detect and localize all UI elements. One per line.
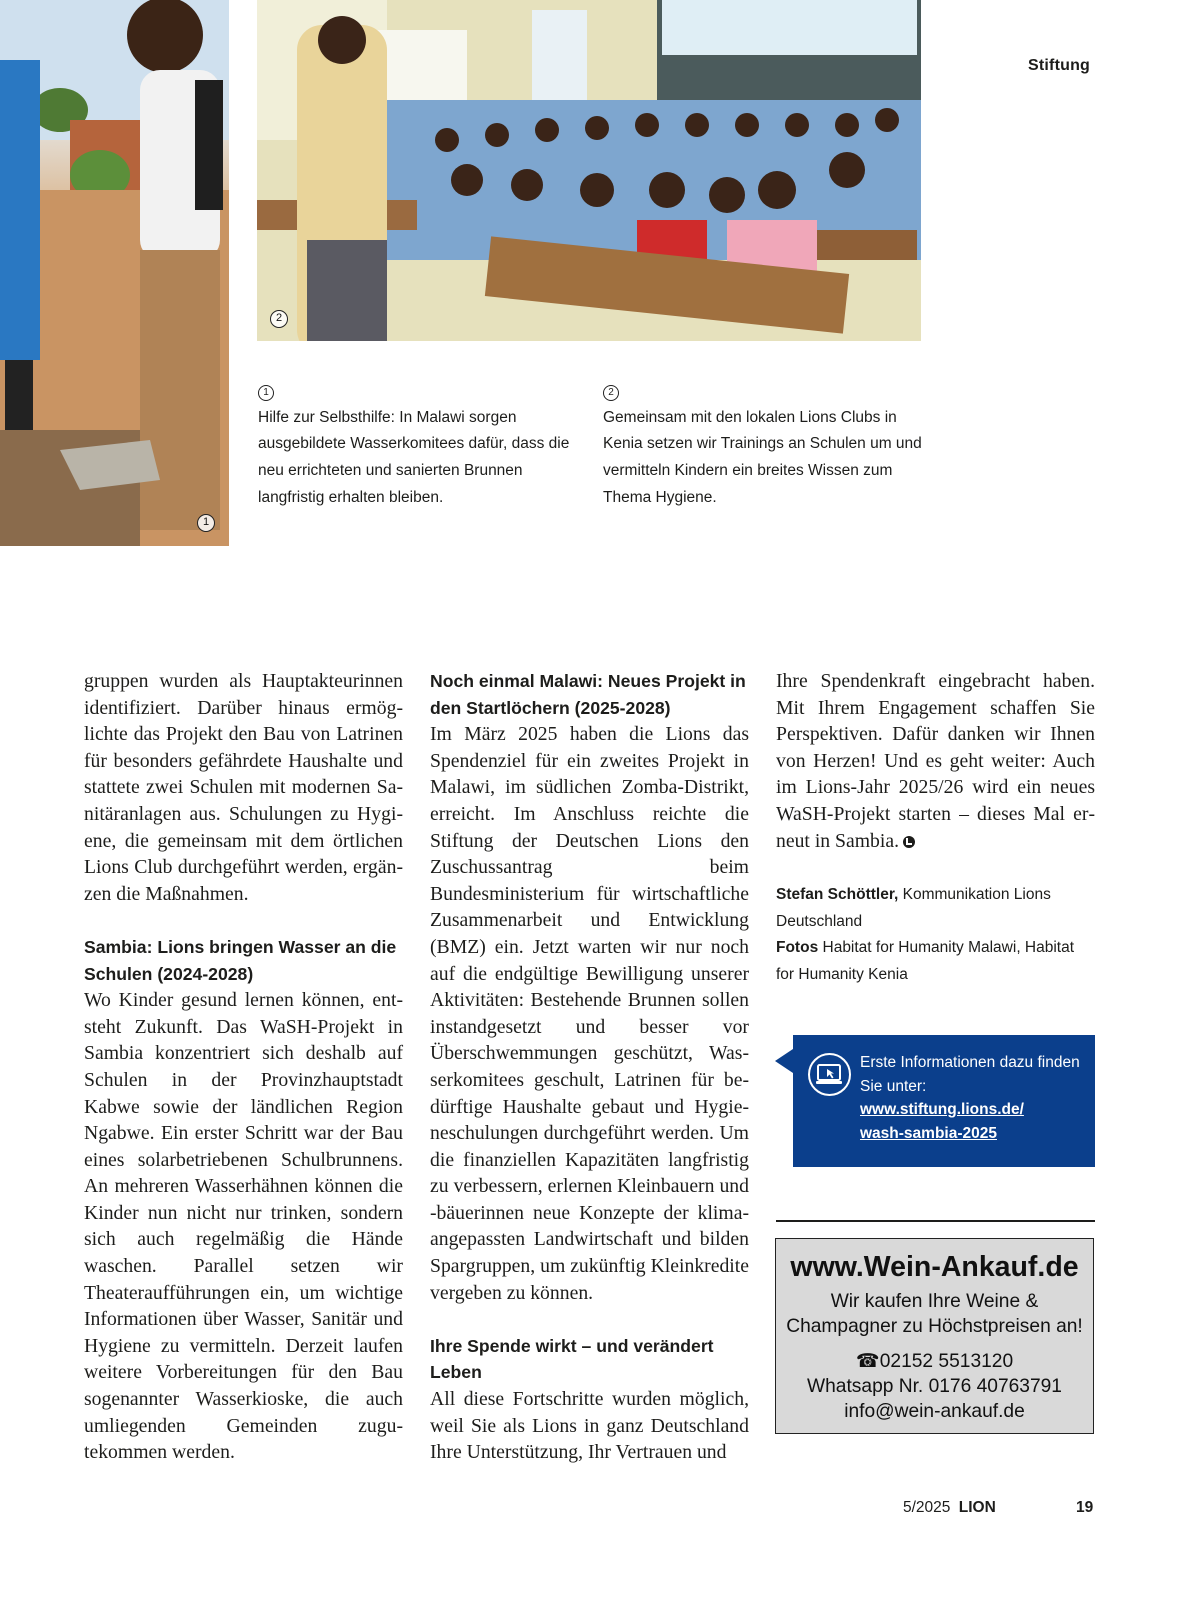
page-number: 19 — [1076, 1499, 1094, 1516]
photo-malawi-well — [0, 0, 229, 546]
info-text: Erste Informationen dazu finden Sie unter: — [860, 1054, 1080, 1095]
caption-text: Hilfe zur Selbsthilfe: In Malawi sorgen ausgebildete Wasserkomitees dafür, dass die neu errichteten und sanierten Brunnen langfristig erhalten bleiben. — [258, 408, 570, 506]
section-label: Stiftung — [1028, 57, 1091, 74]
body-paragraph — [776, 668, 1095, 854]
section-heading: Ihre Spende wirkt – und verändert Leben — [430, 1335, 714, 1383]
photo-number-badge: 1 — [197, 514, 215, 532]
closing-text: Ihre Spendenkraft eingebracht haben. Mit Ihrem Engagement schaffen Sie Perspektiven. Dafür danken wir Ihnen von Herzen! Und es geht weiter: Auch im Lions-Jahr 2025/26 wird ein neues WaSH-Projekt starten – dieses Mal erneut in Sambia. — [776, 670, 1095, 852]
photo-kenya-illustration — [257, 0, 921, 341]
caption-number: 1 — [258, 385, 274, 401]
photo-kenya-classroom — [257, 0, 921, 341]
article-column-3 — [776, 668, 1095, 854]
photo-malawi-illustration — [0, 0, 229, 546]
info-box — [793, 1035, 1095, 1167]
body-paragraph: gruppen wurden als Hauptakteurinnen identifiziert. Darüber hinaus ermöglichte das Projekt den Bau von Latrinen für besonders gefährdete Haushalte und stattete zwei Schulen mit modernen Sanitäranlagen aus. Schulungen zu Hygiene, die gemeinsam mit dem örtlichen Lions Club durchgeführt werden, ergänzen die Maßnahmen. — [84, 670, 403, 905]
article-credits — [776, 882, 1096, 989]
info-link[interactable] — [860, 1098, 1090, 1145]
section-heading: Noch einmal Malawi: Neues Projekt in den Startlöchern (2025-2028) — [430, 671, 746, 718]
article-column-1 — [84, 668, 403, 1466]
ad-email: info@wein-ankauf.de — [844, 1401, 1025, 1422]
web-link-icon — [808, 1053, 851, 1096]
section-heading: Sambia: Lions bringen Wasser an die Schulen (2024-2028) — [84, 936, 397, 984]
issue-number: 5/2025 — [903, 1499, 951, 1516]
ad-whatsapp: Whatsapp Nr. 0176 40763791 — [807, 1376, 1062, 1397]
info-link-line: wash-sambia-2025 — [860, 1124, 997, 1142]
photos-label: Fotos — [776, 939, 819, 957]
photo-number-badge: 2 — [270, 310, 288, 328]
end-of-article-icon — [903, 836, 915, 848]
caption-number: 2 — [603, 385, 619, 401]
body-paragraph: All diese Fortschritte wurden möglich, weil Sie als Lions in ganz Deutschland Ihre Unterstützung, Ihr Vertrauen und — [430, 1388, 749, 1464]
article-column-2 — [430, 668, 749, 1466]
author-name: Stefan Schöttler, — [776, 886, 899, 903]
footer-issue — [903, 1499, 996, 1517]
magazine-name: LION — [958, 1499, 996, 1516]
body-paragraph: Wo Kinder gesund lernen können, entsteht Zukunft. Das WaSH-Projekt in Sambia konzentriert sich deshalb auf Schulen in der Provinzhauptstadt Kabwe sowie der ländlichen Region Ngabwe. Ein erster Schritt war der Bau eines solarbetriebenen Schulbrunnens. An mehreren Wasserhähnen können die Kinder nun nicht nur trinken, sondern sich auch regelmäßig die Hände waschen. Parallel setzen wir Theateraufführungen ein, um wichtige Informationen über Wasser, Sanitär und Hygiene zu vermitteln. Derzeit laufen weitere Vorbereitungen für den Bau sogenannter Wasserkioske, die auch umliegenden Gemeinden zugutekommen werden. — [84, 989, 403, 1464]
ad-title: www.Wein-Ankauf.de — [790, 1251, 1079, 1283]
author-role: Kommunikation Lions Deutschland — [776, 886, 1051, 930]
caption-text: Gemeinsam mit den lokalen Lions Clubs in Kenia setzen wir Trainings an Schulen um und vermitteln Kindern ein breites Wissen zum Thema Hygiene. — [603, 408, 922, 506]
body-paragraph: Im März 2025 haben die Lions das Spendenziel für ein zweites Projekt in Malawi, im südlichen Zomba-Distrikt, erreicht. Im Anschluss reichte die Stiftung der Deutschen Lions den Zuschussantrag beim Bundesministerium für wirtschaftliche Zusammenarbeit und Entwicklung (BMZ) ein. Jetzt warten wir nur noch auf die endgültige Bewilligung unserer Aktivitäten: Bestehende Brunnen sollen instandgesetzt und besser vor Überschwemmungen geschützt, Wasserkomitees geschult, Latrinen für bedürftige Haushalte gebaut und Hygieneschulungen durchgeführt werden. Um die finanziellen Kapazitäten langfristig zu verbessern, erlernen Kleinbauern und -bäuerinnen neue Konzepte der klimaangepassten Landwirtschaft und bilden Spargruppen, um zukünftig Kleinkredite vergeben zu können. — [430, 723, 749, 1304]
photo-caption — [603, 378, 923, 512]
photo-caption — [258, 378, 578, 512]
info-link-line: www.stiftung.lions.de/ — [860, 1101, 1024, 1118]
photos-credit: Habitat for Humanity Malawi, Habitat for Humanity Kenia — [776, 939, 1075, 984]
ad-subtitle: Wir kaufen Ihre Weine & Champagner zu Höchstpreisen an! — [786, 1291, 1083, 1337]
ad-phone: ☎02152 5513120 — [855, 1351, 1014, 1372]
divider — [776, 1220, 1095, 1222]
wine-advertisement — [775, 1238, 1094, 1434]
